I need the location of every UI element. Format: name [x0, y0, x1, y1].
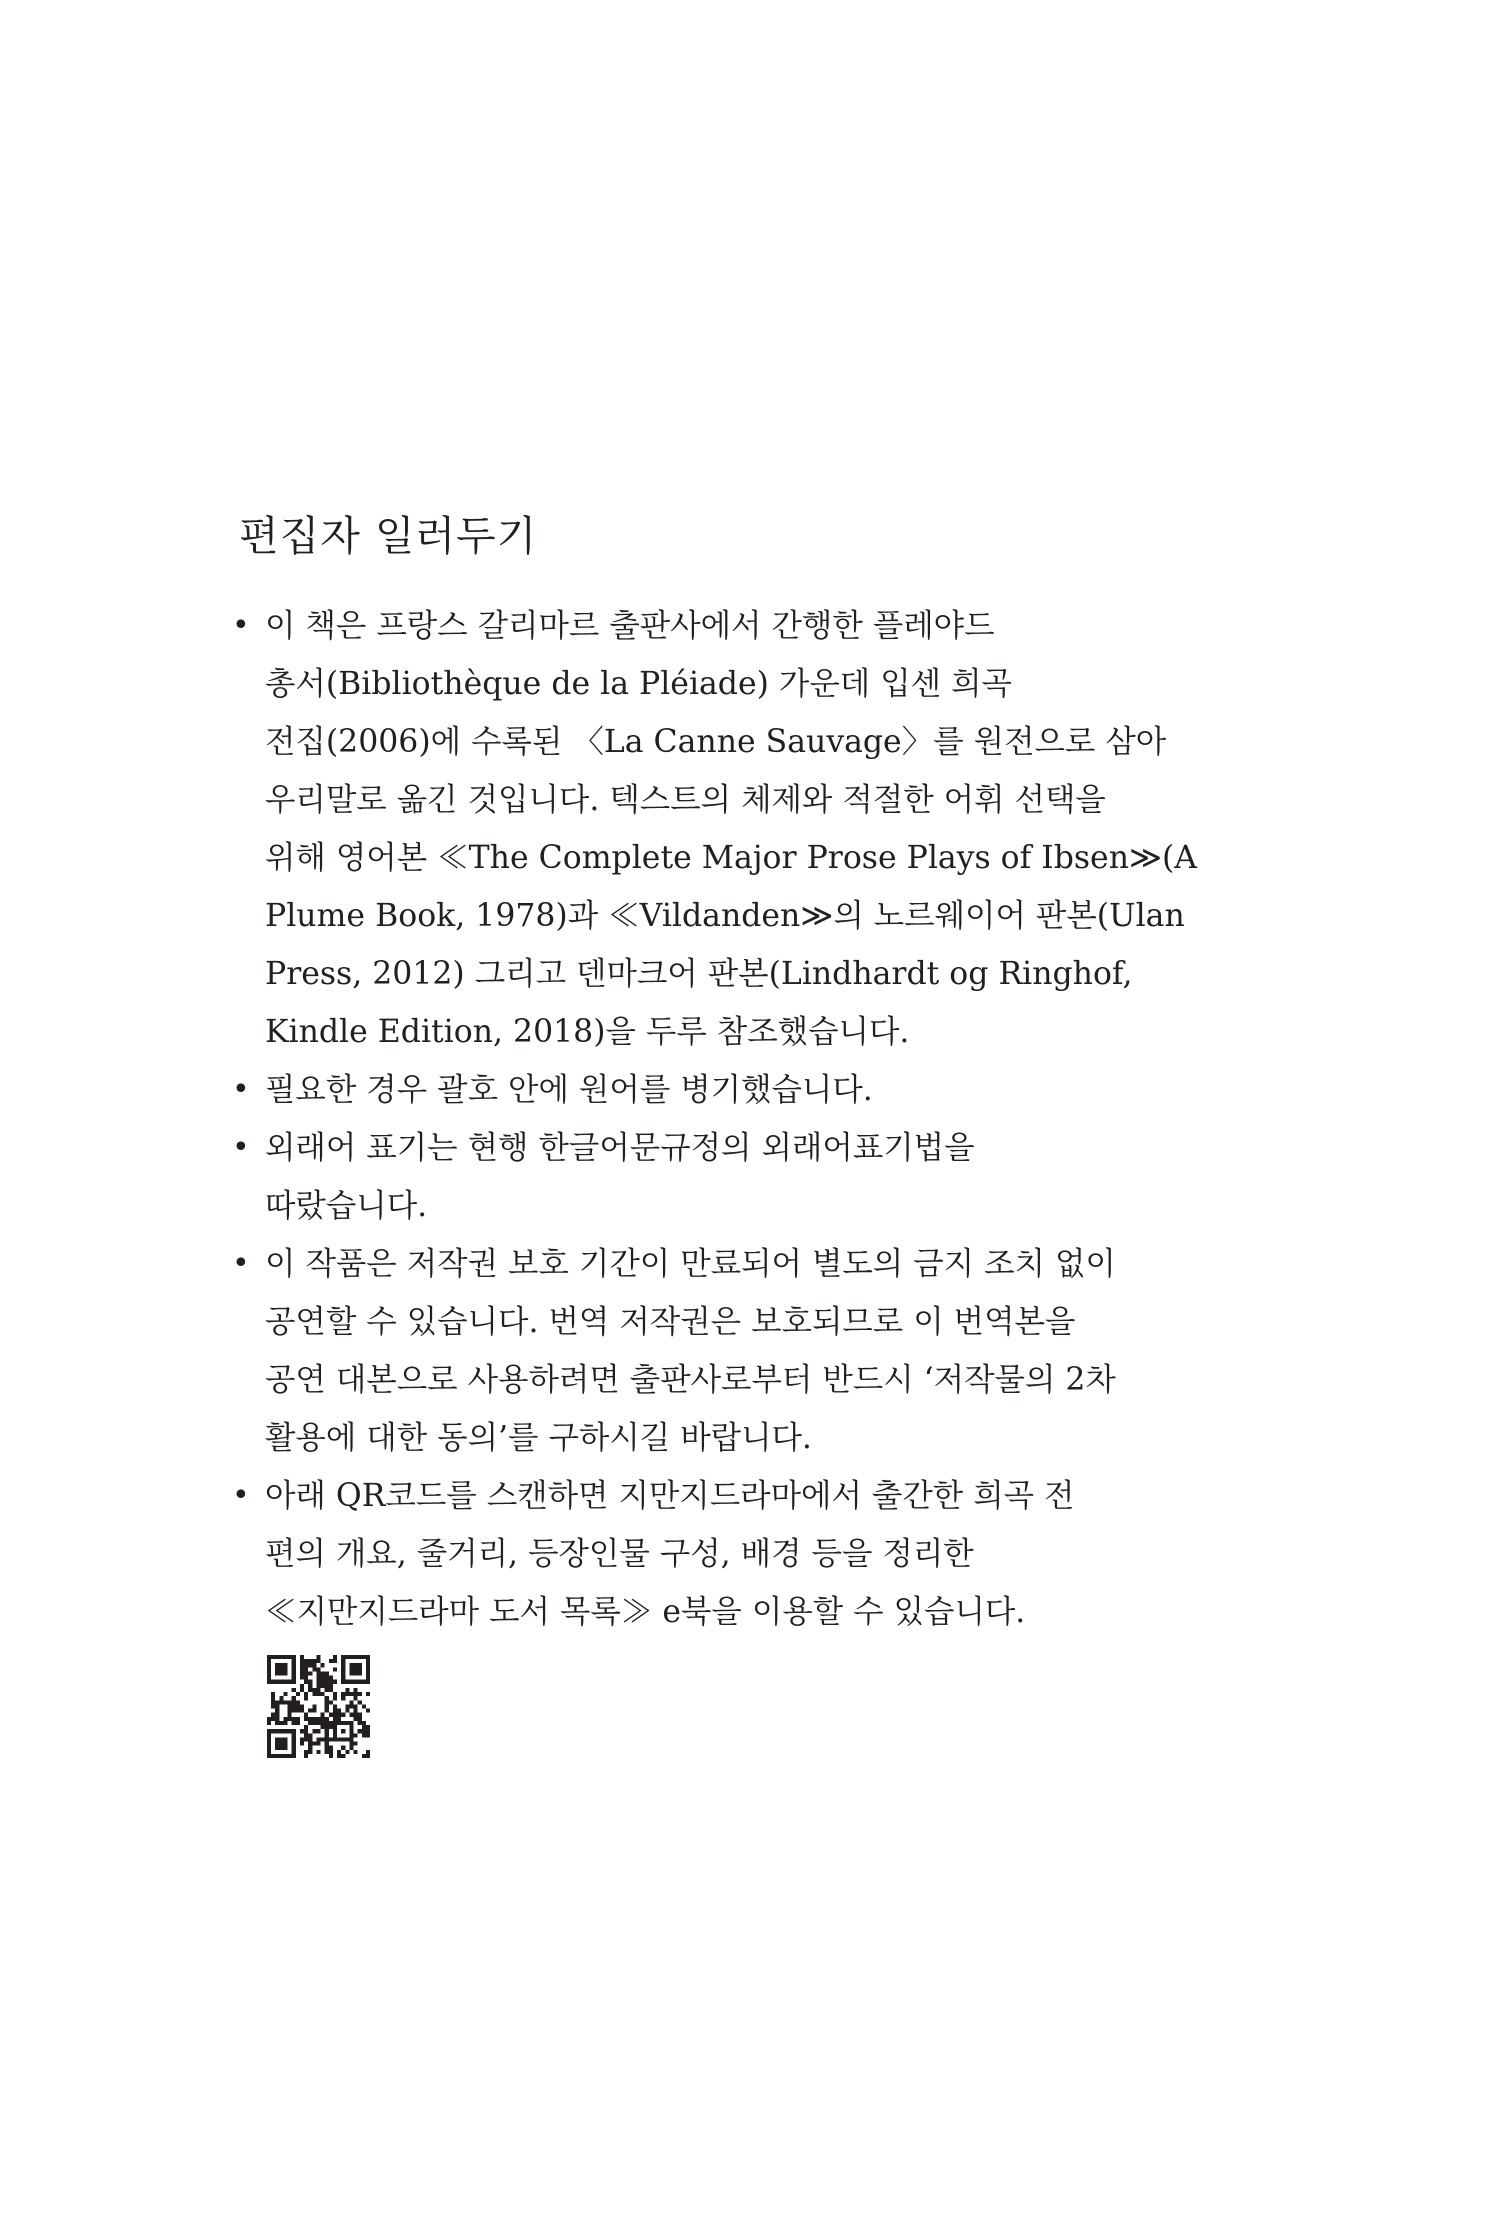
- note-original-words: [232, 1061, 1192, 1119]
- editor-notes-list: [232, 597, 1198, 1641]
- note-line: 편의 개요, 줄거리, 등장인물 구성, 배경 등을 정리한: [265, 1536, 974, 1572]
- bullet-marker: •: [232, 1478, 250, 1513]
- note-line: 활용에 대한 동의’를 구하시길 바랍니다.: [265, 1420, 812, 1456]
- note-line: ≪지만지드라마 도서 목록≫ e북을 이용할 수 있습니다.: [265, 1594, 1026, 1630]
- note-copyright: [232, 1235, 1192, 1467]
- note-line: 따랐습니다.: [265, 1188, 428, 1224]
- note-line: 필요한 경우 괄호 안에 원어를 병기했습니다.: [265, 1072, 873, 1108]
- note-line: 총서(Bibliothèque de la Pléiade) 가운데 입센 희곡: [265, 666, 1012, 702]
- note-line: 공연할 수 있습니다. 번역 저작권은 보호되므로 이 번역본을: [265, 1304, 1076, 1340]
- note-line: 공연 대본으로 사용하려면 출판사로부터 반드시 ‘저작물의 2차: [265, 1362, 1116, 1398]
- note-line: 외래어 표기는 현행 한글어문규정의 외래어표기법을: [265, 1130, 975, 1166]
- note-line: Plume Book, 1978)과 ≪Vildanden≫의 노르웨이어 판본(Ulan: [265, 898, 1185, 934]
- qr-code-icon[interactable]: [267, 1655, 370, 1758]
- bullet-marker: •: [232, 608, 250, 643]
- bullet-marker: •: [232, 1246, 250, 1281]
- note-line: 이 책은 프랑스 갈리마르 출판사에서 간행한 플레야드: [265, 608, 995, 644]
- note-line: 전집(2006)에 수록된 〈La Canne Sauvage〉를 원전으로 삼아: [265, 724, 1167, 760]
- note-line: Press, 2012) 그리고 덴마크어 판본(Lindhardt og Ringhof,: [265, 956, 1133, 992]
- note-source-text: [232, 597, 1198, 1061]
- bullet-marker: •: [232, 1130, 250, 1165]
- bullet-marker: •: [232, 1072, 250, 1107]
- note-line: 이 작품은 저작권 보호 기간이 만료되어 별도의 금지 조치 없이: [265, 1246, 1116, 1282]
- note-line: 위해 영어본 ≪The Complete Major Prose Plays of Ibsen≫(A: [265, 840, 1198, 876]
- note-line: 우리말로 옮긴 것입니다. 텍스트의 체제와 적절한 어휘 선택을: [265, 782, 1106, 818]
- note-line: Kindle Edition, 2018)을 두루 참조했습니다.: [265, 1014, 910, 1050]
- note-qr-catalog: [232, 1467, 1192, 1641]
- note-line: 아래 QR코드를 스캔하면 지만지드라마에서 출간한 희곡 전: [265, 1478, 1075, 1514]
- note-foreign-word-notation: [232, 1119, 1192, 1235]
- page-title: 편집자 일러두기: [239, 512, 538, 560]
